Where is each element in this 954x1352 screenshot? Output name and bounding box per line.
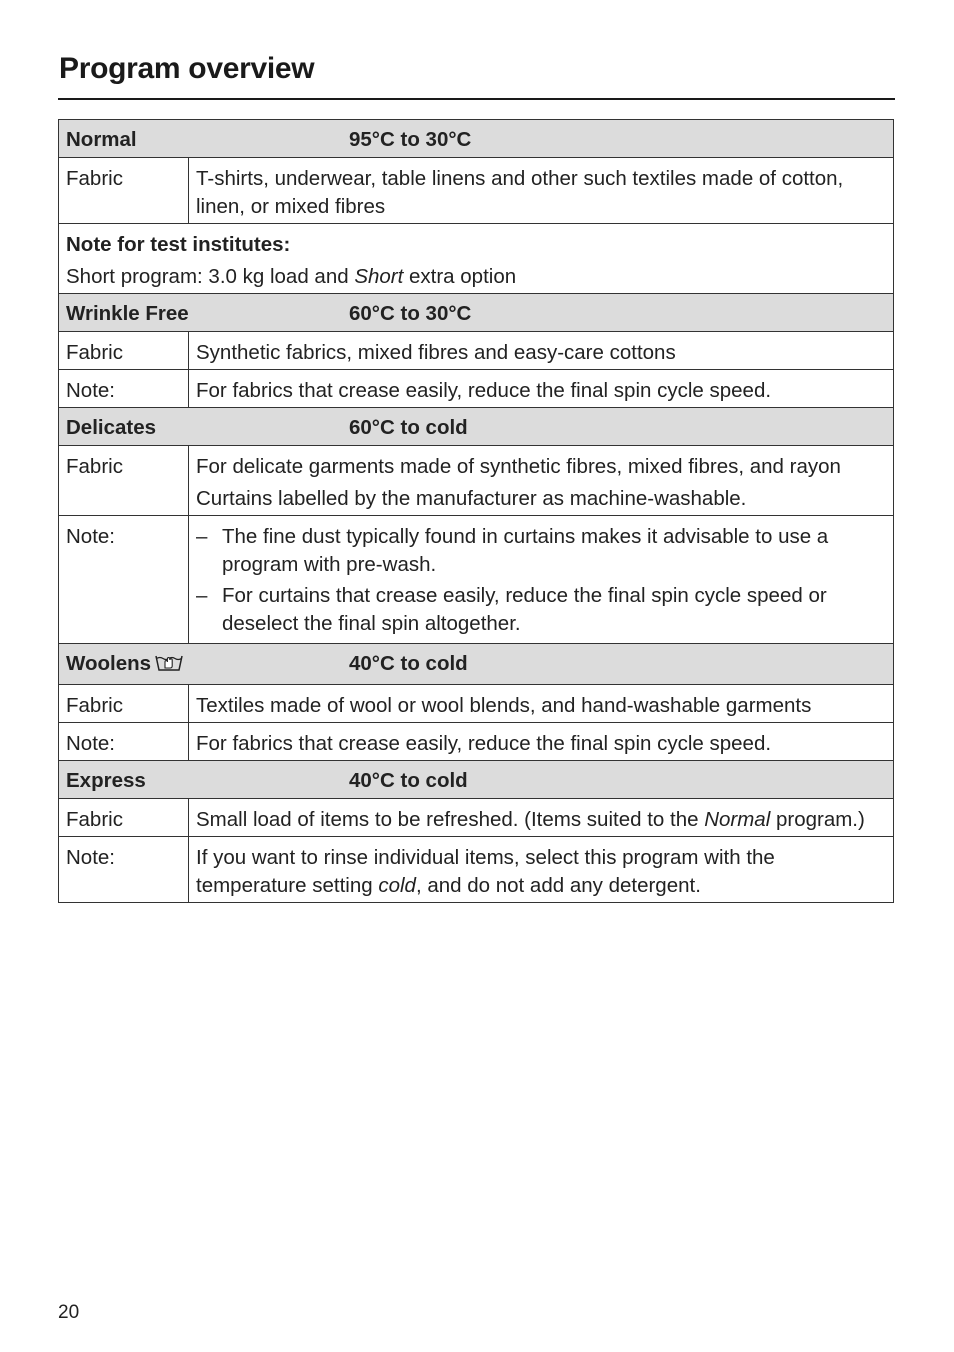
test-note-em: Short bbox=[354, 265, 404, 288]
program-overview-table bbox=[58, 119, 894, 903]
row-label: Fabric bbox=[59, 446, 189, 516]
text-pre: If you want to rinse individual items, select this program with the temperature setting bbox=[196, 846, 775, 897]
row-label: Fabric bbox=[59, 799, 189, 837]
row-label: Note: bbox=[59, 516, 189, 644]
table-row bbox=[59, 799, 894, 837]
row-label: Note: bbox=[59, 837, 189, 903]
program-temperature: 95°C to 30°C bbox=[349, 128, 472, 151]
program-name: Woolens bbox=[66, 652, 152, 675]
title-rule bbox=[58, 98, 895, 100]
row-text: Synthetic fabrics, mixed fibres and easy-care cottons bbox=[189, 332, 894, 370]
dash-bullet: – bbox=[196, 584, 208, 607]
row-label: Note: bbox=[59, 723, 189, 761]
program-name: Normal bbox=[66, 128, 137, 151]
table-row bbox=[59, 837, 894, 903]
note-list-item bbox=[196, 582, 886, 638]
row-text: For delicate garments made of synthetic fibres, mixed fibres, and rayon bbox=[196, 455, 841, 478]
row-text: Curtains labelled by the manufacturer as machine-washable. bbox=[196, 487, 747, 510]
row-text: Textiles made of wool or wool blends, and hand-washable garments bbox=[189, 685, 894, 723]
text-post: program.) bbox=[770, 808, 865, 831]
program-header-express bbox=[59, 761, 894, 799]
table-row bbox=[59, 370, 894, 408]
row-text: For fabrics that crease easily, reduce the final spin cycle speed. bbox=[189, 723, 894, 761]
text-em: cold bbox=[378, 874, 416, 897]
program-header-wrinkle-free bbox=[59, 294, 894, 332]
test-note-post: extra option bbox=[403, 265, 517, 288]
table-row bbox=[59, 158, 894, 224]
program-temperature: 60°C to cold bbox=[349, 416, 468, 439]
program-header-delicates bbox=[59, 408, 894, 446]
text-pre: Small load of items to be refreshed. (Items suited to the bbox=[196, 808, 705, 831]
program-name: Delicates bbox=[66, 416, 157, 439]
table-row bbox=[59, 516, 894, 644]
program-temperature: 60°C to 30°C bbox=[349, 302, 472, 325]
table-row bbox=[59, 685, 894, 723]
table-row bbox=[59, 332, 894, 370]
note-list-item bbox=[196, 523, 886, 579]
test-note-pre: Short program: 3.0 kg load and bbox=[66, 265, 355, 288]
note-item-text: The fine dust typically found in curtains makes it advisable to use a program with pre-wash. bbox=[222, 525, 829, 576]
row-text bbox=[189, 799, 894, 837]
program-name-wrap bbox=[66, 650, 349, 681]
row-text bbox=[189, 837, 894, 903]
text-post: , and do not add any detergent. bbox=[415, 874, 701, 897]
row-label: Note: bbox=[59, 370, 189, 408]
row-label: Fabric bbox=[59, 685, 189, 723]
row-label: Fabric bbox=[59, 332, 189, 370]
test-note-text bbox=[66, 263, 886, 291]
program-temperature: 40°C to cold bbox=[349, 769, 468, 792]
row-text: T-shirts, underwear, table linens and other such textiles made of cotton, linen, or mixed fibres bbox=[189, 158, 894, 224]
program-name: Express bbox=[66, 769, 146, 792]
note-item-text: For curtains that crease easily, reduce the final spin cycle speed or deselect the final spin altogether. bbox=[222, 584, 827, 635]
row-label: Fabric bbox=[59, 158, 189, 224]
program-name: Wrinkle Free bbox=[66, 302, 189, 325]
program-header-woolens bbox=[59, 644, 894, 685]
page-number: 20 bbox=[58, 1302, 80, 1323]
dash-bullet: – bbox=[196, 525, 208, 548]
test-note-title: Note for test institutes: bbox=[66, 233, 291, 256]
text-em: Normal bbox=[704, 808, 771, 831]
row-text: For fabrics that crease easily, reduce the final spin cycle speed. bbox=[189, 370, 894, 408]
program-temperature: 40°C to cold bbox=[349, 652, 468, 675]
handwash-tub-icon bbox=[155, 653, 183, 681]
program-header-normal bbox=[59, 120, 894, 158]
table-row bbox=[59, 446, 894, 516]
table-row bbox=[59, 723, 894, 761]
test-institute-note-row bbox=[59, 224, 894, 294]
page-title: Program overview bbox=[59, 52, 315, 85]
